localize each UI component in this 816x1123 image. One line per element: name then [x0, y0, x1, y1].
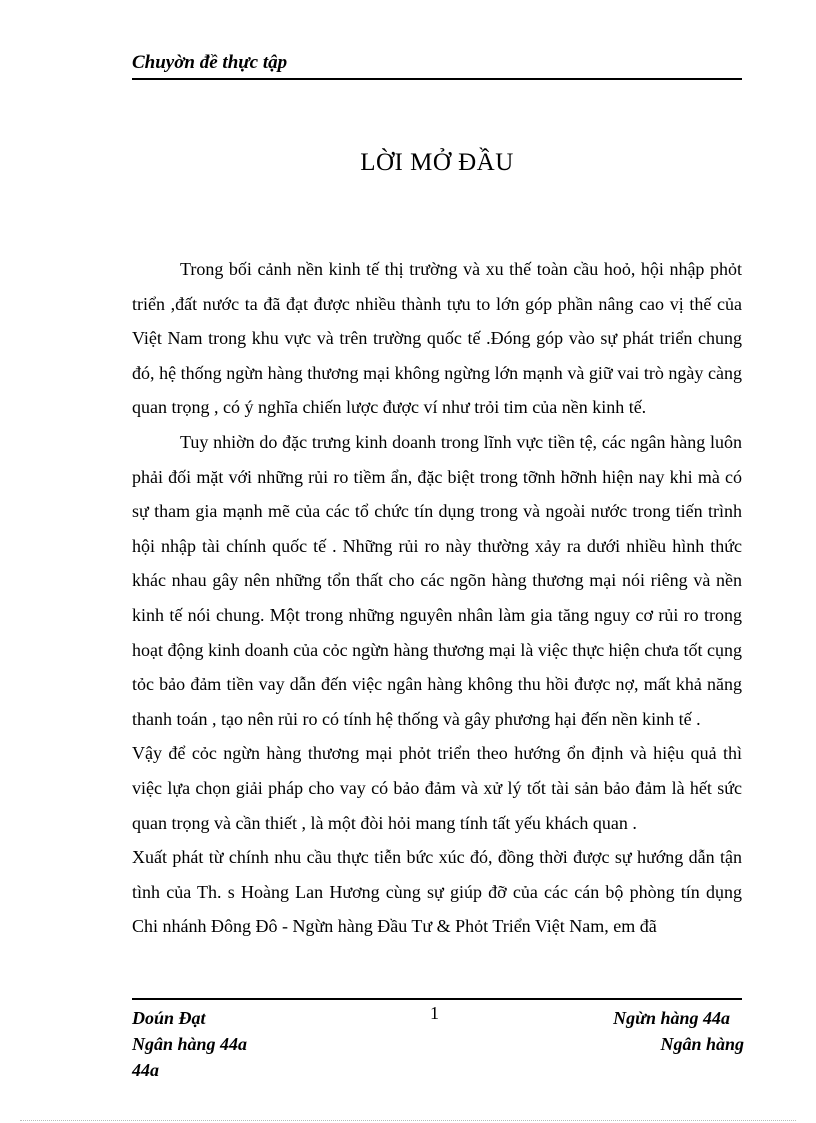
paragraph-4: Xuất phát từ chính nhu cầu thực tiễn bức xúc đó, đồng thời được sự hướng dẫn tận tình của Th. s Hoàng Lan Hương cùng sự giúp đỡ của các cán bộ phòng tín dụng Chi nhánh Đông Đô - Ngừn hàng Đầu Tư & Phỏt Triển Việt Nam, em đã — [132, 847, 742, 937]
footer-rule — [132, 998, 742, 1000]
footer-class-right-wrap: Ngân hàng — [660, 1034, 744, 1054]
footer-class-left: Ngân hàng 44a — [132, 1034, 248, 1054]
paragraph-2: Tuy nhiờn do đặc trưng kinh doanh trong lĩnh vực tiền tệ, các ngân hàng luôn phải đối mặt với những rủi ro tiềm ẩn, đặc biệt trong tỡnh hỡnh hiện nay khi mà có sự tham gia mạnh mẽ của các tổ chức tín dụng trong và ngoài nước trong tiến trình hội nhập tài chính quốc tế . Những rủi ro này thường xảy ra dưới nhiều hình thức khác nhau gây nên những tổn thất cho các ngõn hàng thương mại nói riêng và nền kinh tế nói chung. Một trong những nguyên nhân làm gia tăng nguy cơ rủi ro trong hoạt động kinh doanh của cỏc ngừn hàng thương mại là việc thực hiện chưa tốt cụng tỏc bảo đảm tiền vay dẫn đến việc ngân hàng không thu hồi được nợ, mất khả năng thanh toán , tạo nên rủi ro có tính hệ thống và gây phương hại đến nền kinh tế . — [132, 431, 742, 729]
page-title: LỜI MỞ ĐẦU — [360, 149, 514, 176]
page-number: 1 — [430, 1003, 439, 1023]
paragraph-3: Vậy để cỏc ngừn hàng thương mại phỏt triển theo hướng ổn định và hiệu quả thì việc lựa chọn giải pháp cho vay có bảo đảm và xử lý tốt tài sản bảo đảm là hết sức quan trọng và cần thiết , là một đòi hỏi mang tính tất yếu khách quan . — [132, 743, 742, 833]
page-bottom-border — [20, 1120, 796, 1121]
footer-class-left-wrap: 44a — [132, 1060, 159, 1080]
footer-author: Doún Đạt — [132, 1008, 206, 1028]
running-header: Chuyờn đề thực tập — [132, 52, 742, 80]
paragraph-1: Trong bối cảnh nền kinh tế thị trường và xu thế toàn cầu hoỏ, hội nhập phỏt triển ,đất nước ta đã đạt được nhiều thành tựu to lớn góp phần nâng cao vị thế của Việt Nam trong khu vực và trên trường quốc tế .Đóng góp vào sự phát triển chung đó, hệ thống ngừn hàng thương mại không ngừng lớn mạnh và giữ vai trò ngày càng quan trọng , có ý nghĩa chiến lược được ví như trỏi tim của nền kinh tế. — [132, 259, 742, 418]
footer-class-right: Ngừn hàng 44a — [613, 1008, 730, 1028]
body-text — [132, 252, 742, 944]
